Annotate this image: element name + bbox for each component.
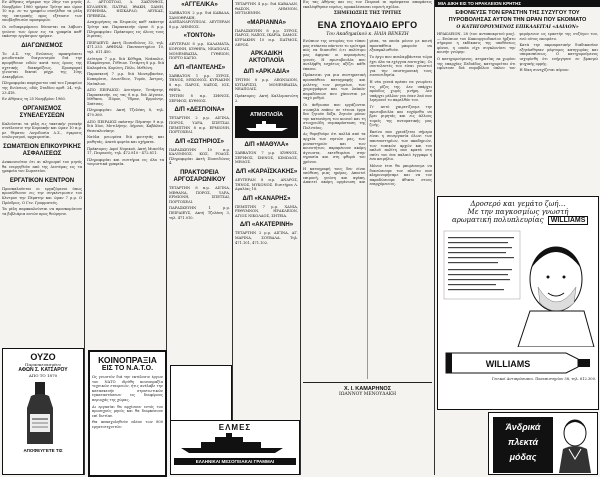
article-byline: Του Ακαδημαϊκού κ. ΗΛΙΑ ΒΕΝΕΖΗ — [326, 32, 409, 38]
body-text: ΣΑΒΒΑΤΟΝ 2 μ.μ. διά ΚΑΒΑΛΑ, ΣΑΜΟΘΡΑΚΗ, ΑΛΕΞΑΝΔΡΟΥΠΟΛΙ. ΔΕΥΤΕΡΑΝ 8 μ.μ. ΛΗΜΝΟΣ. — [169, 11, 230, 29]
williams-tube-label: WILLIAMS — [485, 359, 531, 369]
shipping-company-label: ΑΤΜΟΠΛΟΪΑ — [249, 112, 283, 119]
knitwear-label — [493, 417, 553, 473]
man-portrait-illustration — [555, 415, 595, 473]
body-text: ΤΕΤΑΡΤΗΝ 2 μ.μ. ΑΙΓΙΝΑ, ΑΓ. ΜΑΡΙΝΑ, ΣΟΥΒΑΛΑ. Τηλ. 471.101, 471.102. — [235, 231, 298, 245]
vienna-phone: ΑΘΗΝΑΙ-ΤΗΛ. 28-609-74-93 — [171, 401, 231, 414]
nato-subtitle: ΕΙΣ ΤΟ Ν.Α.Τ.Ο. — [101, 365, 154, 372]
news-body: ΗΡΑΚΛΕΙΟΝ, 28 (του ανταποκριτού μας). — Ενώπιον του Κακουργιοδικείου ήρξατο σήμερον η εκδίκασις της υποθέσεως φόνου, η οποία είχε συγκλονίσει την κοινήν γνώμην. Ο κατηγορούμενος, κτηματίας εκ χωρίου της επαρχίας Πεδιάδος, κατηγορείται ότι εφόνευσε διά πυροβόλου όπλου τον φερόμενον ως εραστήν της συζύγου του, ενώ ούτος εκοιμάτο. Κατά την ακροαματικήν διαδικασίαν εξητάσθησαν μάρτυρες κατηγορίας και υπερασπίσεως. Ο κατηγορούμενος ισχυρίσθη ότι ενήργησεν εν βρασμώ ψυχικής ορμής. Η δίκη συνεχίζεται αύριον. — [437, 32, 598, 73]
news-subhead: Ο ΚΑΤΗΓΟΡΟΥΜΕΝΟΣ ΕΠΙΚΑΛΕΙΤΑΙ «ΔΑΙΛΟΝ» — [456, 25, 579, 30]
nato-title: ΚΟΙΝΟΠΡΑΞΙΑ — [98, 355, 157, 365]
williams-shaving-advertisement — [437, 196, 599, 410]
body-text: ΤΕΤΑΡΤΗΝ 4 μ.μ. διά ΚΑΒΑΛΑΝ, ΘΑΣΟΝ, ΛΗΜΝΟΝ, ΜΥΤΙΛΗΝΗΝ. — [235, 2, 298, 16]
body-text: Γενικοί Αντιπρόσωποι. Πανεπιστημίου 38, τηλ. 612.300. — [491, 377, 596, 381]
vienna-dates: 22/12/60 - 5/1/61 — [178, 386, 224, 392]
knitwear-line: πλεκτά — [507, 437, 539, 447]
ouzo-bottle-illustration — [3, 378, 83, 448]
shipping-company-banner — [235, 106, 298, 138]
body-text: Το Δ.Σ. της Ενώσεως προκηρύσσει μειοδοτικόν διαγωνισμόν διά την προμήθειαν ειδών κατά τους όρους της σχετικής διακηρύξεως. Προσφοραί γίνονται δεκταί μέχρι της 10ης Δεκεμβρίου. Πληροφορίαι παρέχονται υπό του Γραφείου της Ενώσεως, οδός Σταδίου αριθ. 24, τηλ. 23.418. Εν Αθήναις τη 25 Νοεμβρίου 1960. — [2, 51, 82, 102]
column-4 — [233, 0, 300, 475]
ship-name: «ΤΟΝΤΟΝ» — [183, 33, 216, 40]
ship-illustration — [171, 432, 297, 454]
section-heading: ΔΙΑΓΩΝΙΣΜΟΣ — [21, 42, 63, 49]
body-text: ΠΕΜΠΤΗΝ 7 μ.μ. ΧΑΝΙΑ, ΡΕΘΥΜΝΟΝ, ΗΡΑΚΛΕΙΟΝ, ΑΓΙΟΣ ΝΙΚΟΛΑΟΣ, ΣΗΤΕΙΑ. — [235, 204, 298, 218]
body-text: Εις τας Αθήνας και εις τον Πειραιά αι πρόσφαται αποφάσεις εκαλύφθησαν ευρέως, προκαλέσασαι ευμενή σχόλια. — [303, 0, 432, 9]
ouzo-advertisement — [2, 348, 84, 475]
article-body: Ενώπιον της ιστορίας του τόπου μας στέκεται πάντοτε το ερώτημα πώς να διασωθεί ό,τι πολύτιμο μας άφησαν οι περασμένες γενεές. Η πρωτοβουλία που ανελήφθη εσχάτως αξίζει κάθε έπαινο. Πρόκειται για μια συστηματική προσπάθεια καταγραφής και μελέτης των μνημείων, των χειρογράφων και των λαϊκών παραδόσεων που χάνονται με ταχύ ρυθμό. Οι άνθρωποι που εργάζονται σιωπηλά επάνω σε τέτοια έργα δεν ζητούν δόξα. Ζητούν μόνον την κατανόηση του κοινού και τη στοιχειώδη συμπαράσταση της Πολιτείας. Ας θυμηθούμε ότι πολλά από τα αρχεία των νησιών μας, των μοναστηριών και των κοινοτήτων, παραμένουν ακόμη άγνωστα, εκτεθειμένα στην υγρασία και στη φθορά του χρόνου. Η καταγραφή τους δεν είναι υπόθεση μιας ημέρας. Απαιτεί επιμονή, γνώση και αγάπη. Απαιτεί ακόμη οργάνωση και μέσα, τα οποία μόνον με κοινή προσπάθεια μπορούν να εξασφαλισθούν. Το έργο που αναλαμβάνεται τώρα έχει όλα τα εχέγγυα επιτυχίας. Οι συντελεστές του είναι γνωστοί για την επιστημονική τους ευσυνειδησία. Η νέα γενεά πρέπει να γνωρίσει τις ρίζες της. Δεν υπάρχει πρόοδος χωρίς μνήμη. Δεν υπάρχει μέλλον για έναν λαό που λησμονεί το παρελθόν του. Γι' αυτό χαιρετίζουμε την πρωτοβουλία και ευχόμεθα να βρει μιμητάς και εις άλλους τομείς της πνευματικής μας ζωής. Εκείνο που χρειάζεται σήμερα είναι η συνεργασία όλων: των πανεπιστημίων, των ακαδημιών, των τοπικών αρχών και του απλού πολίτη που κρατά στο σπίτι του ένα παλαιό έγγραφο ή ένα κειμήλιο. Μόνον έτσι θα μπορέσουμε να διασώσουμε τον πλούτο που κληρονομήσαμε και να τον παραδώσουμε άθικτο στους επερχόμενους. — [303, 39, 432, 187]
news-headline: ΠΥΡΟΒΟΛΗΣΑΣ ΑΥΤΟΝ ΤΗΝ ΩΡΑΝ ΠΟΥ ΕΚΟΙΜΑΤΟ — [448, 17, 587, 23]
section-heading: ΟΡΓΑΝΙΣΜΟΣ ΣΥΝΕΛΕΥΣΕΩΝ — [19, 105, 65, 119]
nato-consortium-notice — [88, 350, 167, 477]
article-headline: ΕΝΑ ΣΠΟΥΔΑΙΟ ΕΡΓΟ — [317, 20, 418, 31]
hellenic-lines-label: ΕΛΛΗΝΙΚΑΙ ΜΕΣΟΓΕΙΑΚΑΙ ΓΡΑΜΜΑΙ — [174, 458, 296, 465]
body-text: ΠΑΡΑΣΚΕΥΗΝ 10 π.μ. ΚΑΛΥΜΝΟΣ, ΚΩΣ, ΡΟΔΟΣ. Πληροφορίαι Ακτή Ποσειδώνος 4. — [169, 147, 230, 166]
body-text: ΤΕΤΑΡΤΗΝ 2 μ.μ. ΑΙΓΙΝΑ, ΠΟΡΟΣ, ΥΔΡΑ, ΣΠΕΤΣΑΙ. ΠΕΜΠΤΗΝ 8 π.μ. ΕΡΜΙΟΝΗ, ΠΟΡΤΟΧΕΛΙ. — [169, 116, 230, 135]
section-heading: ΑΡΚΑΔΙΚΗ ΑΚΤΟΠΛΟΪΑ — [248, 51, 285, 65]
article-kicker: ΣΗΜΕΙΩΣΕΙΣ ΤΗΣ ΤΡΙΤΗΣ — [333, 11, 402, 17]
ouzo-maker: ΑΦΩΝ Σ. ΚΑΤΣΑΡΟΥ — [18, 367, 68, 373]
williams-slogan: Με την παγκοσμίως γνωστή — [467, 208, 569, 216]
ship-name: Δ/Π «ΜΑΘΥΛΑ» — [244, 142, 289, 149]
ship-name: «ΜΑΡΙΑΝΝΑ» — [246, 19, 286, 26]
elmes-title: ΕΛΜΕΣ — [218, 423, 252, 432]
ouzo-tagline: Παρασκευασμένο — [25, 362, 61, 367]
body-text: Εν Αθήναις σήμερον την 28ην του μηνός Νοεμβρίου 1960 ημέραν Τρίτην και ώραν 10 π.μ. εν τω γραφείω συνήλθον τα μέλη της επιτροπής προς εξέτασιν των υποβληθεισών προσφορών. Οι ενδιαφερόμενοι δύνανται να λάβωσι γνώσιν των όρων εις τα γραφεία καθ' εκάστην εργάσιμον ημέραν. — [2, 0, 82, 39]
man-shaving-illustration — [438, 227, 596, 347]
mens-knitwear-advertisement — [488, 412, 598, 475]
elmes-shipping-advertisement — [170, 420, 300, 475]
body-text: ΤΡΙΤΗΝ 8 μ.μ. ΛΕΩΝΙΔΙΟΝ, ΚΥΠΑΡΙΣΣΙ, ΜΟΝΕΜΒΑΣΙΑ, ΝΕΑΠΟΛΙΣ. Πράκτορες: Ακτή Καλλιμασιώτη 2. — [235, 78, 298, 103]
column-5 — [301, 0, 434, 475]
body-text: Ανακοινούται ότι αι πληρωμαί του μηνός θα ενεργηθούν από της Δευτέρας εις τα γραφεία του Σωματείου. — [2, 160, 82, 174]
body-text: Λ. ΑΡΓΟΣΤΟΛΙ, Λ. ΖΑΚΥΝΘΟΣ, ΚΥΛΛΗΝΗ, ΠΑΤΡΑΙ, ΙΘΑΚΗ, ΣΑΜΗ, ΕΥΦΗΜΙΑ, ΦΙΣΚΑΡΔΟ, ΛΕΥΚΑΣ, ΠΡΕΒΕΖΑ. Αναχωρήσεις εκ Πειραιώς καθ' εκάστην Τρίτην και Παρασκευήν ώραν 8 μ.μ. Πληροφορίαι: Πράκτορες εις όλους τους λιμένας. ΠΕΙΡΑΙΕΥΣ: Ακτή Ποσειδώνος 32, τηλ. 471.233. ΑΘΗΝΑΙ: Πανεπιστημίου 10, τηλ. 611.450. Δεύτερα 7 μ.μ. διά Κύθηρα, Νεάπολιν, Ελαφόνησον, Γύθειον. Τετάρτη 8 μ.μ. διά Καλαμάτα, Κορώνη, Πύλο, Μεθώνη. Παρασκευή 7 μ.μ. διά Μονεμβασίαν, Κυπαρίσσι, Λεωνίδιον, Τυρόν, Άστρος, Ναύπλιον. ΑΠΟ ΠΕΙΡΑΙΩΣ: Δευτέραν, Τετάρτην, Παρασκευήν, εις τας 8 π.μ. διά Αίγιναν, Μέθανα, Πόρον, Ύδραν, Ερμιόνην, Σπέτσας. Πληροφορίαι: Ακτή Τζελέπη 8, τηλ. 470.360. ΑΠΟ ΠΕΙΡΑΙΩΣ εκάστην Πέμπτην 9 π.μ. διά Χίον, Μυτιλήνην, Λήμνον, Καβάλαν, Θεσσαλονίκην. Ναύλα μειωμένα διά φοιτητάς και μαθητάς. Δεκτά φορτία και οχήματα. Πράκτορες: Αφοί Νομικού, Ακτή Μιαούλη 17, Πειραιεύς, τηλ. 472.810 - 472.811. Πληροφορίαι και εισιτήρια εις όλα τα τουριστικά γραφεία. — [87, 0, 164, 167]
body-text: Καλούνται τα μέλη εις τακτικήν γενικήν συνέλευσιν την Κυριακήν και ώραν 10 π.μ. με θέματα: Λογοδοσία Δ.Σ., έγκρισις ισολογισμού, αρχαιρεσίαι. — [2, 121, 82, 140]
footer-name: Χ. Ι. ΚΑΜΑΡΗΝΟΣ — [344, 386, 391, 393]
ship-name: Δ/Π «ΑΚΑΤΕΡΙΝΗ» — [239, 222, 294, 229]
ouzo-title: ΟΥΖΟ — [30, 352, 56, 362]
body-text: ΔΕΥΤΕΡΑΝ 8 π.μ. ΑΝΔΡΟΣ, ΤΗΝΟΣ, ΜΥΚΟΝΟΣ. Εισιτήρια Λ. Αμαλίας 18. — [235, 177, 298, 192]
agency-heading: ΠΡΑΚΤΟΡΕΙΑ ΑΡΓΟΣΑΡΩΝΙΚΟΥ — [173, 170, 226, 184]
ship-name: Δ/Π «ΚΑΡΑΪΣΚΑΚΗΣ» — [235, 168, 298, 175]
vienna-line: ΕΚΔΡΟΜΗ — [185, 378, 217, 384]
ouzo-since: ΑΠΟ ΤΟ 1870 — [28, 373, 58, 378]
body-text: Ως γνωστόν διά την εκτέλεσιν έργων του ΝΑΤΟ ιδρύθη κοινοπραξία τεχνικών εταιρειών, ήτις ανέλαβε την κατασκευήν στρατιωτικών εγκαταστάσεων εις διαφόρους περιοχάς της χώρας. Αι εργασίαι θα αρχίσουν εντός του προσεχούς μηνός και θα διαρκέσουν επί διετίαν. Θα απασχοληθούν πλέον των 800 εργατοτεχνιτών. — [92, 375, 163, 429]
williams-slogan: αρωματική πολυπλευρίας — [452, 216, 544, 224]
divider — [303, 382, 432, 383]
ship-name: Δ/Π «ΠΑΝΤΕΛΗΣ» — [173, 64, 226, 71]
ouzo-footer: ΑΠΟΦΕΥΓΕΤΕ ΤΙΣ — [23, 448, 63, 453]
news-headline: ΕΦΟΝΕΥΣΕ ΤΟΝ ΕΡΑΣΤΗΝ ΤΗΣ ΣΥΖΥΓΟΥ ΤΟΥ — [455, 10, 580, 16]
news-kicker: ΜΙΑ ΔΙΚΗ ΕΙΣ ΤΟ ΗΡΑΚΛΕΙΟΝ ΚΡΗΤΗΣ — [435, 0, 600, 7]
shaving-cream-tube-illustration — [438, 347, 596, 377]
ship-icon — [242, 120, 292, 132]
ship-name: Δ/Π «ΣΩΤΗΡΙΟΣ» — [175, 138, 224, 145]
section-heading: ΣΩΜΑΤΕΙΟΝ ΕΠΙΚΟΥΡΙΚΗΣ ΑΣΦΑΛΙΣΕΩΣ — [3, 144, 81, 158]
knitwear-line: μόδας — [509, 452, 537, 462]
ship-name: «ΑΓΓΕΛΙΚΑ» — [181, 2, 218, 8]
body-text: Προσκαλούνται οι εργαζόμενοι όπως προσέλθωσιν εις την συγκέντρωσιν του Κέντρου την Πέμπτην και ώραν 7 μ.μ. Ο Πρόεδρος. Ο Γεν. Γραμματεύς. Τα μέλη παρακαλούνται να προσκομίσουν τα βιβλιάρια αυτών προς θεώρησιν. — [2, 186, 82, 216]
williams-slogan: Δροσερό και γεμάτο ζωή… — [470, 200, 566, 208]
body-text: ΣΑΒΒΑΤΟΝ 7 μ.μ. ΚΥΘΝΟΣ, ΣΕΡΙΦΟΣ, ΣΙΦΝΟΣ, ΚΙΜΩΛΟΣ, ΜΗΛΟΣ. — [235, 151, 298, 165]
section-heading: ΕΡΓΑΤΙΚΟΝ ΚΕΝΤΡΟΝ — [9, 177, 75, 184]
body-text: ΤΕΤΑΡΤΗΝ 8 π.μ. ΑΙΓΙΝΑ, ΜΕΘΑΝΑ, ΠΟΡΟΣ, ΥΔΡΑ, ΕΡΜΙΟΝΗ, ΣΠΕΤΣΑΙ, ΠΟΡΤΟΧΕΛΙ. ΠΑΡΑΣΚΕΥΗΝ 1 μ.μ. ΠΕΙΡΑΙΕΥΣ, Ακτή Τζελέπη 3, τηλ. 471.010. — [169, 186, 230, 220]
williams-slogan-row — [438, 216, 598, 225]
ship-name: Δ/Π «ΔΕΣΠΟΙΝΑ» — [174, 107, 225, 114]
ship-name: Δ/Π «ΚΑΝΑΡΗΣ» — [242, 195, 291, 202]
williams-brand: WILLIAMS — [548, 216, 589, 225]
body-text: ΔΕΥΤΕΡΑΝ 8 μ.μ. ΚΑΛΑΜΑΤΑ, ΚΟΡΩΝΗ, ΚΥΘΗΡΑ, ΝΕΑΠΟΛΙΣ, ΜΟΝΕΜΒΑΣΙΑ, ΓΥΘΕΙΟΝ, ΠΟΡΤΟ ΚΑΓΙΟ. — [169, 42, 230, 61]
footer-subtitle: ΙΩΑΝΝΟΥ ΜΕΝΟΥΔΑΚΗ — [339, 392, 396, 398]
vienna-line: ΒΙΕΝΝΗ-ΜΟΝΑΧΟΝ — [172, 370, 230, 376]
ship-name: Δ/Π «ΑΡΚΑΔΙΑ» — [243, 69, 290, 76]
vienna-address: ΑΤΛΑΣ-ΚΟΡΑΗ 4 — [177, 394, 225, 400]
body-text: ΠΑΡΑΣΚΕΥΗΝ 8 μ.μ. ΣΥΡΟΣ, ΠΑΡΟΣ, ΝΑΞΟΣ, ΙΚΑΡΙΑ, ΣΑΜΟΣ. ΚΥΡΙΑΚΗΝ 10 π.μ. ΠΑΤΜΟΣ, ΛΕΡΟΣ. — [235, 28, 298, 47]
body-text: ΣΑΒΒΑΤΟΝ 1 μ.μ. ΣΥΡΟΣ, ΤΗΝΟΣ, ΜΥΚΟΝΟΣ. ΚΥΡΙΑΚΗΝ 8 π.μ. ΠΑΡΟΣ, ΝΑΞΟΣ, ΙΟΣ, ΘΗΡΑ. ΤΡΙΤΗΝ 8 π.μ. ΣΙΦΝΟΣ, ΣΕΡΙΦΟΣ, ΚΥΘΝΟΣ. — [169, 73, 230, 103]
vienna-excursion-advertisement — [170, 365, 232, 422]
knitwear-line: Άνδρικά — [505, 422, 541, 432]
